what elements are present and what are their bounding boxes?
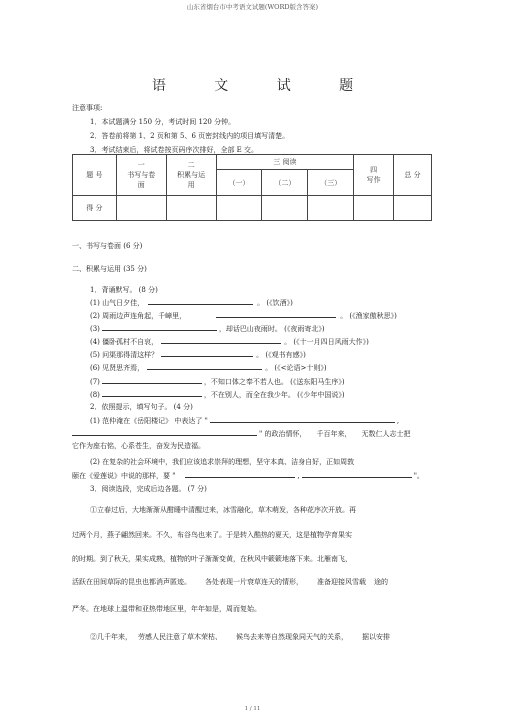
- passage-line: ②几千年来， 劳感人民注意了草木荣枯、 候鸟去来等自然现象同天气的关系， 据以安排: [90, 633, 390, 641]
- answer-blank[interactable]: [102, 389, 202, 397]
- header-cell-reading-3: （三）: [308, 170, 354, 196]
- row-label-score: 得 分: [73, 196, 117, 221]
- q1-heading: 1．背诵默写。 (8 分): [90, 286, 158, 294]
- note-2: 2．答卷前将第 1、2 页和第 5、6 页密封线内的项目填写清楚。: [90, 132, 290, 140]
- passage-line: 的时期。到了秋天，果实成熟，植物的叶子渐渐变黄，在秋风中簌簌地落下来。北雁南飞，: [72, 555, 352, 563]
- passage-line: 过两个月，燕子翩然回来。不久，布谷鸟也来了。于是转入酷热的夏天，这是植物孕育果实: [72, 531, 352, 539]
- answer-blank[interactable]: [185, 470, 295, 478]
- header-cell-composition: 四 写作: [354, 155, 394, 196]
- answer-blank[interactable]: [210, 415, 395, 423]
- note-3: 3．考试结束后，将试卷按页码序次排好，全部 E 交。: [90, 146, 259, 154]
- answer-blank[interactable]: [161, 349, 253, 357]
- section-2: 二、积累与运用 (35 分): [72, 265, 147, 273]
- q2-line-1b: " 的政治情怀， 千百年来， 无数仁人志士把: [72, 428, 410, 439]
- score-cell[interactable]: [166, 196, 216, 221]
- score-cell[interactable]: [116, 196, 166, 221]
- q1-line-8: (8) ，不在别人，而全在我少年。 (《少年中国说》): [90, 391, 345, 399]
- q1-line-7: (7) ，不知口体之奉不若人也。 (《送东阳马生序》): [90, 378, 345, 386]
- passage-line: 活跃在田间草际的昆虫也都消声匿迹。 各处表现一片衰草连天的情形， 准备迎接风雪载 途的: [72, 578, 388, 586]
- section-1: 一、书写与卷面 (6 分): [72, 242, 143, 250]
- passage-line: 严冬。在地球上温带和亚热带地区里，年年如是，周而复始。: [72, 605, 261, 613]
- q1-line-3: (3) ，却话巴山夜雨时。 (《夜雨寄北》): [90, 325, 325, 333]
- notes-title: 注意事项:: [72, 104, 103, 112]
- page-footer: 1 / 11: [244, 706, 261, 712]
- q1-line-6: (6) 见贤思齐焉， 。 (《<论语>十则》): [90, 364, 327, 372]
- score-cell[interactable]: [394, 196, 432, 221]
- note-1: 1．本试题满分 150 分，考试时间 120 分钟。: [90, 118, 236, 126]
- header-cell-reading: 三 阅读: [216, 155, 354, 170]
- answer-blank[interactable]: [216, 310, 336, 318]
- answer-blank[interactable]: [302, 470, 412, 478]
- q1-line-1: (1) 山气日夕佳， 。 (《饮酒》): [90, 299, 293, 307]
- answer-blank[interactable]: [148, 297, 253, 305]
- q2-line-1: (1) 范仲淹在《岳阳楼记》 中表达了 " ,: [90, 417, 400, 425]
- q2-line-2: 它作为座右铭，心系苍生，奋发为民造福。: [72, 442, 205, 450]
- score-cell[interactable]: [262, 196, 308, 221]
- q2-line-3: (2) 在复杂的社会环境中，我们应该追求崇拜的理想，坚守本真、洁身自好，正如周敦: [90, 458, 355, 466]
- passage-line: ①立春过后，大地渐渐从酣睡中清醒过来，冰雪融化，草木萌发，各种花序次开放。再: [90, 506, 356, 514]
- score-cell[interactable]: [308, 196, 354, 221]
- answer-blank[interactable]: [72, 428, 257, 436]
- answer-blank[interactable]: [102, 323, 217, 331]
- header-cell-writing: 一 书写与卷 面: [116, 155, 166, 196]
- answer-blank[interactable]: [161, 336, 281, 344]
- score-cell[interactable]: [354, 196, 394, 221]
- header-cell-reading-1: （一）: [216, 170, 262, 196]
- page-header: 山东省烟台市中考语文试题(WORD版含答案): [186, 3, 319, 11]
- q1-line-2: (2) 周雨边声连角起，千嶂里， 。 (《渔家傲秋思》): [90, 312, 397, 320]
- q1-line-4: (4) 僵卧孤村不自哀， 。 (《十一月四日风雨大作》): [90, 338, 369, 346]
- q2-line-4: 颐在《爱莲说》中说的那样，要 " , "。: [72, 472, 424, 480]
- header-cell-accumulation: 二 积累与运 用: [166, 155, 216, 196]
- q2-heading: 2．依照提示，填写句子。 (4 分): [90, 403, 193, 411]
- header-cell-total: 总 分: [394, 155, 432, 196]
- answer-blank[interactable]: [102, 376, 202, 384]
- q1-line-5: (5) 问渠那得清这样？ 。 (《观书有感》): [90, 351, 306, 359]
- q3-heading: 3．阅读选段，完成后边各题。 (7 分): [90, 485, 207, 493]
- header-cell-number: 题 号: [73, 155, 117, 196]
- score-cell[interactable]: [216, 196, 262, 221]
- answer-blank[interactable]: [147, 362, 262, 370]
- page-title: 语 文 试 题: [151, 78, 376, 94]
- header-cell-reading-2: （二）: [262, 170, 308, 196]
- score-table: [72, 154, 432, 221]
